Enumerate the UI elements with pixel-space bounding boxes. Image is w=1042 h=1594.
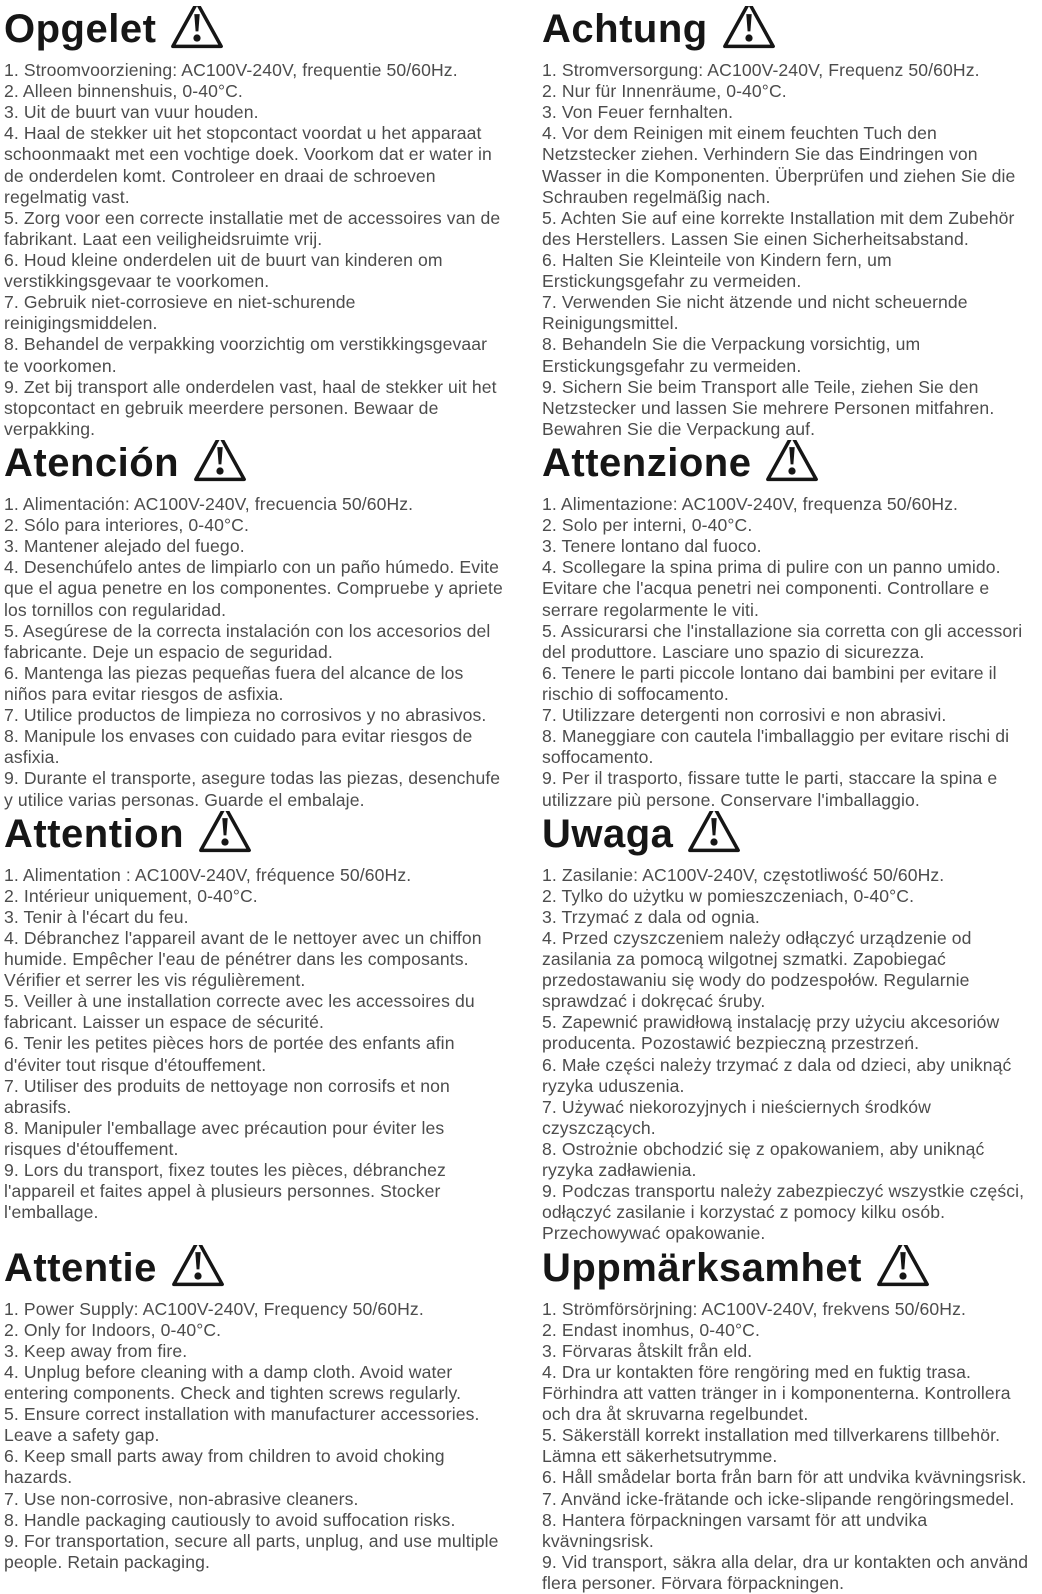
- list-item: 9. Podczas transportu należy zabezpieczyć wszystkie części, odłączyć zasilanie i korzystać z pomocy kilku osób. Przechowywać opakowanie.: [542, 1181, 1025, 1244]
- warning-triangle-icon: [874, 1245, 932, 1290]
- list-item: 6. Tenir les petites pièces hors de portée des enfants afin d'éviter tout risque d'étouffement.: [4, 1033, 455, 1075]
- list-item: 9. Durante el transporte, asegure todas las piezas, desenchufe y utilice varias personas. Guarde el embalaje.: [4, 768, 501, 810]
- list-item: 3. Keep away from fire.: [4, 1340, 188, 1361]
- list-item: 1. Power Supply: AC100V-240V, Frequency 50/60Hz.: [4, 1298, 424, 1319]
- list-item: 6. Houd kleine onderdelen uit de buurt van kinderen om verstikkingsgevaar te voorkomen.: [4, 249, 443, 292]
- section-header-polish: [542, 811, 1030, 857]
- list-item: 2. Solo per interni, 0-40°C.: [542, 515, 753, 536]
- section-title-swedish: Uppmärksamhet: [542, 1245, 862, 1290]
- list-item: 2. Alleen binnenshuis, 0-40°C.: [4, 81, 243, 102]
- list-item: 7. Verwenden Sie nicht ätzende und nicht scheuernde Reinigungsmittel.: [542, 292, 968, 334]
- list-item: 2. Tylko do użytku w pomieszczeniach, 0-40°C.: [542, 885, 915, 906]
- list-item: 5. Ensure correct installation with manufacturer accessories. Leave a safety gap.: [4, 1404, 480, 1446]
- list-item: 6. Keep small parts away from children to avoid choking hazards.: [4, 1446, 445, 1488]
- list-item: 8. Maneggiare con cautela l'imballaggio per evitare rischi di soffocamento.: [542, 726, 1010, 768]
- list-item: 4. Unplug before cleaning with a damp cloth. Avoid water entering components. Check and tighten screws regularly.: [4, 1361, 462, 1404]
- section-body-dutch: [4, 60, 506, 440]
- list-item: 5. Zorg voor een correcte installatie met de accessoires van de fabrikant. Laat een veiligheidsruimte vrij.: [4, 207, 501, 249]
- list-item: 1. Stroomvoorziening: AC100V-240V, frequentie 50/60Hz.: [4, 60, 458, 80]
- section-title-german: Achtung: [542, 7, 708, 51]
- list-item: 9. For transportation, secure all parts, unplug, and use multiple people. Retain packaging.: [4, 1530, 499, 1572]
- list-item: 6. Håll smådelar borta från barn för att undvika kvävningsrisk.: [542, 1467, 1027, 1488]
- section-body-spanish: [4, 494, 506, 811]
- list-item: 9. Vid transport, säkra alla delar, dra ur kontakten och använd flera personer. Förvara förpackningen.: [542, 1551, 1029, 1593]
- list-item: 1. Alimentación: AC100V-240V, frecuencia 50/60Hz.: [4, 493, 414, 514]
- list-item: 3. Uit de buurt van vuur houden.: [4, 102, 259, 123]
- list-item: 7. Utilice productos de limpieza no corrosivos y no abrasivos.: [4, 705, 487, 726]
- list-item: 5. Achten Sie auf eine korrekte Installation mit dem Zubehör des Herstellers. Lassen Sie einen Sicherheitsabstand.: [542, 207, 1015, 249]
- section-body-french: [4, 865, 506, 1224]
- list-item: 8. Hantera förpackningen varsamt för att undvika kvävningsrisk.: [542, 1509, 928, 1551]
- list-item: 2. Nur für Innenräume, 0-40°C.: [542, 81, 787, 102]
- list-item: 2. Endast inomhus, 0-40°C.: [542, 1319, 760, 1340]
- list-item: 9. Zet bij transport alle onderdelen vast, haal de stekker uit het stopcontact en gebruik meerdere personen. Bewaar de verpakking.: [4, 376, 497, 439]
- section-body-swedish: [542, 1299, 1030, 1594]
- warning-section-french: [4, 811, 506, 1245]
- list-item: 5. Veiller à une installation correcte avec les accessoires du fabricant. Laisser un espace de sécurité.: [4, 991, 475, 1033]
- list-item: 2. Sólo para interiores, 0-40°C.: [4, 515, 249, 536]
- warning-triangle-icon: [763, 440, 821, 485]
- section-header-italian: [542, 440, 1030, 486]
- list-item: 5. Zapewnić prawidłową instalację przy użyciu akcesoriów producenta. Pozostawić bezpieczną przestrzeń.: [542, 1012, 1000, 1054]
- section-body-italian: [542, 494, 1030, 811]
- list-item: 3. Förvaras åtskilt från eld.: [542, 1340, 753, 1361]
- warning-triangle-icon: [685, 811, 743, 856]
- list-item: 3. Mantener alejado del fuego.: [4, 536, 245, 557]
- list-item: 4. Scollegare la spina prima di pulire con un panno umido. Evitare che l'acqua penetri nei componenti. Controllare e serrare regolarmente le viti.: [542, 557, 1001, 620]
- list-item: 7. Använd icke-frätande och icke-slipande rengöringsmedel.: [542, 1488, 1015, 1509]
- list-item: 6. Tenere le parti piccole lontano dai bambini per evitare il rischio di soffocamento.: [542, 662, 997, 704]
- section-header-english: [4, 1245, 506, 1291]
- list-item: 4. Dra ur kontakten före rengöring med en fuktig trasa. Förhindra att vatten tränger in i komponenterna. Kontrollera och dra åt skruvarna regelbundet.: [542, 1361, 1011, 1425]
- warning-section-swedish: [542, 1245, 1030, 1594]
- list-item: 9. Sichern Sie beim Transport alle Teile, ziehen Sie den Netzstecker und lassen Sie mehrere Personen mitfahren. Bewahren Sie die Verpackung auf.: [542, 376, 995, 439]
- warning-section-dutch: [4, 6, 506, 440]
- list-item: 9. Lors du transport, fixez toutes les pièces, débranchez l'appareil et faites appel à plusieurs personnes. Stocker l'emballage.: [4, 1160, 446, 1223]
- warning-section-english: [4, 1245, 506, 1594]
- list-item: 7. Utilizzare detergenti non corrosivi e non abrasivi.: [542, 705, 947, 726]
- list-item: 4. Haal de stekker uit het stopcontact voordat u het apparaat schoonmaakt met een vochtige doek. Voorkom dat er water in de onderdelen komt. Controleer en draai de schroeven regelmatig vast.: [4, 123, 492, 207]
- list-item: 8. Behandeln Sie die Verpackung vorsichtig, um Erstickungsgefahr zu vermeiden.: [542, 334, 921, 376]
- list-item: 7. Używać niekorozyjnych i nieściernych środków czyszczących.: [542, 1096, 931, 1138]
- list-item: 1. Stromversorgung: AC100V-240V, Frequenz 50/60Hz.: [542, 60, 980, 80]
- section-title-dutch: Opgelet: [4, 7, 157, 51]
- warning-section-german: [542, 6, 1030, 440]
- warning-section-polish: [542, 811, 1030, 1245]
- list-item: 4. Vor dem Reinigen mit einem feuchten Tuch den Netzstecker ziehen. Verhindern Sie das Eindringen von Wasser in die Komponenten. Überprüfen und ziehen Sie die Schrauben regelmäßig nach.: [542, 123, 1016, 207]
- warning-triangle-icon: [196, 811, 254, 856]
- list-item: 8. Manipule los envases con cuidado para evitar riesgos de asfixia.: [4, 726, 473, 768]
- list-item: 6. Małe części należy trzymać z dala od dzieci, aby uniknąć ryzyka uduszenia.: [542, 1054, 1012, 1096]
- list-item: 4. Desenchúfelo antes de limpiarlo con un paño húmedo. Evite que el agua penetre en los componentes. Compruebe y apriete los tornillos con regularidad.: [4, 557, 503, 620]
- list-item: 9. Per il trasporto, fissare tutte le parti, staccare la spina e utilizzare più persone. Conservare l'imballaggio.: [542, 768, 998, 810]
- list-item: 6. Mantenga las piezas pequeñas fuera del alcance de los niños para evitar riesgos de asfixia.: [4, 662, 464, 704]
- warning-triangle-icon: [168, 6, 226, 51]
- list-item: 1. Alimentation : AC100V-240V, fréquence 50/60Hz.: [4, 864, 412, 885]
- list-item: 3. Trzymać z dala od ognia.: [542, 906, 760, 927]
- list-item: 5. Säkerställ korrekt installation med tillverkarens tillbehör. Lämna ett säkerhetsutrymme.: [542, 1425, 1001, 1467]
- list-item: 5. Assicurarsi che l'installazione sia corretta con gli accessori del produttore. Lasciare uno spazio di sicurezza.: [542, 620, 1023, 662]
- warning-triangle-icon: [169, 1245, 227, 1290]
- warning-section-spanish: [4, 440, 506, 811]
- section-header-german: [542, 6, 1030, 52]
- list-item: 5. Asegúrese de la correcta instalación con los accesorios del fabricante. Deje un espacio de seguridad.: [4, 620, 491, 662]
- list-item: 1. Zasilanie: AC100V-240V, częstotliwość 50/60Hz.: [542, 864, 945, 885]
- section-title-italian: Attenzione: [542, 440, 752, 485]
- list-item: 8. Handle packaging cautiously to avoid suffocation risks.: [4, 1509, 456, 1530]
- list-item: 1. Alimentazione: AC100V-240V, frequenza 50/60Hz.: [542, 493, 959, 514]
- list-item: 3. Tenir à l'écart du feu.: [4, 906, 189, 927]
- list-item: 8. Behandel de verpakking voorzichtig om verstikkingsgevaar te voorkomen.: [4, 334, 488, 376]
- list-item: 3. Tenere lontano dal fuoco.: [542, 536, 762, 557]
- section-title-french: Attention: [4, 811, 185, 856]
- section-title-english: Attentie: [4, 1245, 157, 1290]
- section-title-spanish: Atención: [4, 440, 180, 485]
- list-item: 6. Halten Sie Kleinteile von Kindern fern, um Erstickungsgefahr zu vermeiden.: [542, 249, 892, 292]
- section-body-german: [542, 60, 1030, 440]
- section-body-polish: [542, 865, 1030, 1245]
- list-item: 4. Przed czyszczeniem należy odłączyć urządzenie od zasilania za pomocą wilgotnej szmatki. Zapobiegać przedostawaniu się wody do podzespołów. Regularnie sprawdzać i dokręcać śruby.: [542, 927, 972, 1012]
- list-item: 3. Von Feuer fernhalten.: [542, 102, 734, 123]
- list-item: 8. Manipuler l'emballage avec précaution pour éviter les risques d'étouffement.: [4, 1117, 445, 1160]
- list-item: 7. Utiliser des produits de nettoyage non corrosifs et non abrasifs.: [4, 1075, 450, 1117]
- list-item: 2. Only for Indoors, 0-40°C.: [4, 1319, 222, 1340]
- list-item: 1. Strömförsörjning: AC100V-240V, frekvens 50/60Hz.: [542, 1298, 966, 1319]
- list-item: 7. Gebruik niet-corrosieve en niet-schurende reinigingsmiddelen.: [4, 292, 356, 334]
- section-header-dutch: [4, 6, 506, 52]
- section-body-english: [4, 1299, 506, 1573]
- section-header-spanish: [4, 440, 506, 486]
- list-item: 7. Use non-corrosive, non-abrasive cleaners.: [4, 1488, 359, 1509]
- list-item: 2. Intérieur uniquement, 0-40°C.: [4, 885, 258, 906]
- warning-triangle-icon: [191, 440, 249, 485]
- list-item: 4. Débranchez l'appareil avant de le nettoyer avec un chiffon humide. Empêcher l'eau de pénétrer dans les composants. Vérifier et serrer les vis régulièrement.: [4, 927, 482, 991]
- section-header-french: [4, 811, 506, 857]
- list-item: 8. Ostrożnie obchodzić się z opakowaniem, aby uniknąć ryzyka zadławienia.: [542, 1139, 985, 1181]
- warning-triangle-icon: [720, 6, 778, 51]
- section-header-swedish: [542, 1245, 1030, 1291]
- section-title-polish: Uwaga: [542, 811, 674, 856]
- warning-section-italian: [542, 440, 1030, 811]
